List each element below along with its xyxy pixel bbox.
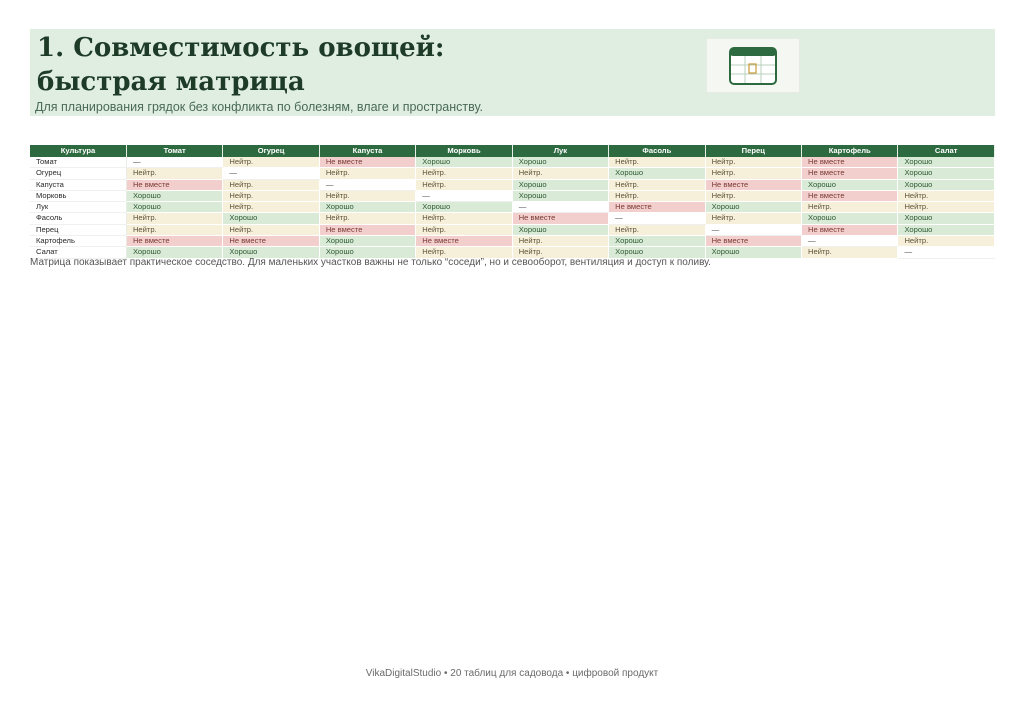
matrix-cell: Нейтр. [223, 179, 319, 190]
matrix-cell: Хорошо [126, 190, 222, 201]
matrix-cell: Нейтр. [416, 179, 512, 190]
matrix-cell: — [512, 202, 608, 213]
matrix-cell: Не вместе [802, 157, 898, 168]
title-line-1: 1. Совместимость овощей: [37, 33, 445, 63]
matrix-cell: Нейтр. [512, 247, 608, 258]
matrix-cell: Нейтр. [223, 190, 319, 201]
row-crop-name: Перец [30, 224, 126, 235]
matrix-cell: Нейтр. [609, 157, 705, 168]
matrix-cell: Хорошо [898, 179, 995, 190]
matrix-cell: Не вместе [802, 168, 898, 179]
matrix-cell: Не вместе [319, 157, 415, 168]
matrix-cell: Нейтр. [609, 224, 705, 235]
matrix-cell: Нейтр. [319, 213, 415, 224]
column-header-crop: Культура [30, 145, 126, 157]
matrix-cell: Хорошо [898, 224, 995, 235]
matrix-cell: Нейтр. [126, 213, 222, 224]
row-crop-name: Морковь [30, 190, 126, 201]
matrix-cell: Нейтр. [512, 236, 608, 247]
table-row [30, 179, 995, 190]
matrix-cell: Нейтр. [609, 190, 705, 201]
matrix-cell: Хорошо [609, 236, 705, 247]
matrix-cell: Нейтр. [705, 168, 801, 179]
table-row [30, 224, 995, 235]
matrix-cell: Хорошо [898, 213, 995, 224]
matrix-cell: Нейтр. [512, 168, 608, 179]
matrix-cell: Нейтр. [705, 190, 801, 201]
matrix-cell: Хорошо [319, 236, 415, 247]
matrix-cell: Не вместе [223, 236, 319, 247]
matrix-cell: Хорошо [416, 202, 512, 213]
compatibility-matrix [30, 145, 995, 259]
matrix-body [30, 157, 995, 258]
column-header: Картофель [802, 145, 898, 157]
row-crop-name: Огурец [30, 168, 126, 179]
matrix-cell: — [223, 168, 319, 179]
matrix-cell: Хорошо [898, 157, 995, 168]
matrix-cell: Хорошо [512, 179, 608, 190]
matrix-cell: Нейтр. [416, 168, 512, 179]
logo-box [706, 38, 800, 93]
matrix-cell: Нейтр. [319, 190, 415, 201]
matrix-cell: Нейтр. [416, 247, 512, 258]
matrix-cell: Нейтр. [898, 236, 995, 247]
matrix-cell: Нейтр. [223, 157, 319, 168]
matrix-cell: Нейтр. [609, 179, 705, 190]
matrix-cell: Хорошо [126, 247, 222, 258]
matrix-cell: Хорошо [609, 247, 705, 258]
row-crop-name: Лук [30, 202, 126, 213]
row-crop-name: Картофель [30, 236, 126, 247]
matrix-cell: Нейтр. [705, 157, 801, 168]
matrix-cell: Не вместе [802, 190, 898, 201]
matrix-header-row [30, 145, 995, 157]
matrix-cell: Нейтр. [416, 213, 512, 224]
matrix-cell: Хорошо [802, 213, 898, 224]
matrix-cell: Не вместе [319, 224, 415, 235]
header-banner [30, 29, 995, 116]
matrix-cell: Хорошо [705, 202, 801, 213]
matrix-cell: Хорошо [705, 247, 801, 258]
matrix-note: Матрица показывает практическое соседство. Для маленьких участков важны не только “соседи”, но и севооборот, вентиляция и доступ к поливу. [30, 257, 711, 268]
spreadsheet-icon [729, 47, 777, 85]
column-header: Капуста [319, 145, 415, 157]
matrix-cell: Нейтр. [223, 202, 319, 213]
row-crop-name: Томат [30, 157, 126, 168]
column-header: Фасоль [609, 145, 705, 157]
column-header: Морковь [416, 145, 512, 157]
matrix-cell: Хорошо [802, 179, 898, 190]
matrix-cell: Нейтр. [416, 224, 512, 235]
matrix-cell: Не вместе [126, 179, 222, 190]
column-header: Перец [705, 145, 801, 157]
matrix-cell: Не вместе [416, 236, 512, 247]
column-header: Томат [126, 145, 222, 157]
matrix-cell: Хорошо [609, 168, 705, 179]
matrix-cell: Хорошо [512, 190, 608, 201]
matrix-cell: Не вместе [126, 236, 222, 247]
matrix-cell: Хорошо [416, 157, 512, 168]
matrix-cell: Не вместе [705, 179, 801, 190]
matrix-cell: Не вместе [802, 224, 898, 235]
matrix-cell: Хорошо [319, 202, 415, 213]
matrix-cell: Хорошо [223, 247, 319, 258]
matrix-cell: Нейтр. [802, 247, 898, 258]
matrix-cell: — [609, 213, 705, 224]
matrix-cell: Нейтр. [705, 213, 801, 224]
page-subtitle: Для планирования грядок без конфликта по болезням, влаге и пространству. [35, 100, 483, 114]
page-title [37, 31, 445, 99]
column-header: Салат [898, 145, 995, 157]
table-row [30, 168, 995, 179]
matrix-cell: Не вместе [609, 202, 705, 213]
table-row [30, 213, 995, 224]
matrix-cell: Нейтр. [898, 202, 995, 213]
table-row [30, 157, 995, 168]
matrix-cell: Хорошо [512, 157, 608, 168]
matrix-cell: Нейтр. [898, 190, 995, 201]
matrix-cell: — [416, 190, 512, 201]
matrix-cell: Хорошо [512, 224, 608, 235]
matrix-cell: Хорошо [898, 168, 995, 179]
matrix-cell: — [898, 247, 995, 258]
column-header: Лук [512, 145, 608, 157]
footer: VikaDigitalStudio • 20 таблиц для садовода • цифровой продукт [365, 668, 659, 679]
title-line-2: быстрая матрица [37, 67, 305, 97]
row-crop-name: Салат [30, 247, 126, 258]
matrix-cell: Нейтр. [223, 224, 319, 235]
table-row [30, 190, 995, 201]
row-crop-name: Капуста [30, 179, 126, 190]
matrix-cell: Не вместе [705, 236, 801, 247]
matrix-cell: Нейтр. [126, 168, 222, 179]
matrix-cell: Хорошо [319, 247, 415, 258]
matrix-cell: — [319, 179, 415, 190]
matrix-cell: — [126, 157, 222, 168]
column-header: Огурец [223, 145, 319, 157]
matrix-cell: Хорошо [223, 213, 319, 224]
table-row [30, 202, 995, 213]
matrix-cell: — [705, 224, 801, 235]
matrix-cell: Нейтр. [802, 202, 898, 213]
table-row [30, 236, 995, 247]
matrix-cell: Хорошо [126, 202, 222, 213]
matrix-cell: Нейтр. [319, 168, 415, 179]
matrix-cell: Нейтр. [126, 224, 222, 235]
matrix-cell: Не вместе [512, 213, 608, 224]
row-crop-name: Фасоль [30, 213, 126, 224]
matrix-cell: — [802, 236, 898, 247]
